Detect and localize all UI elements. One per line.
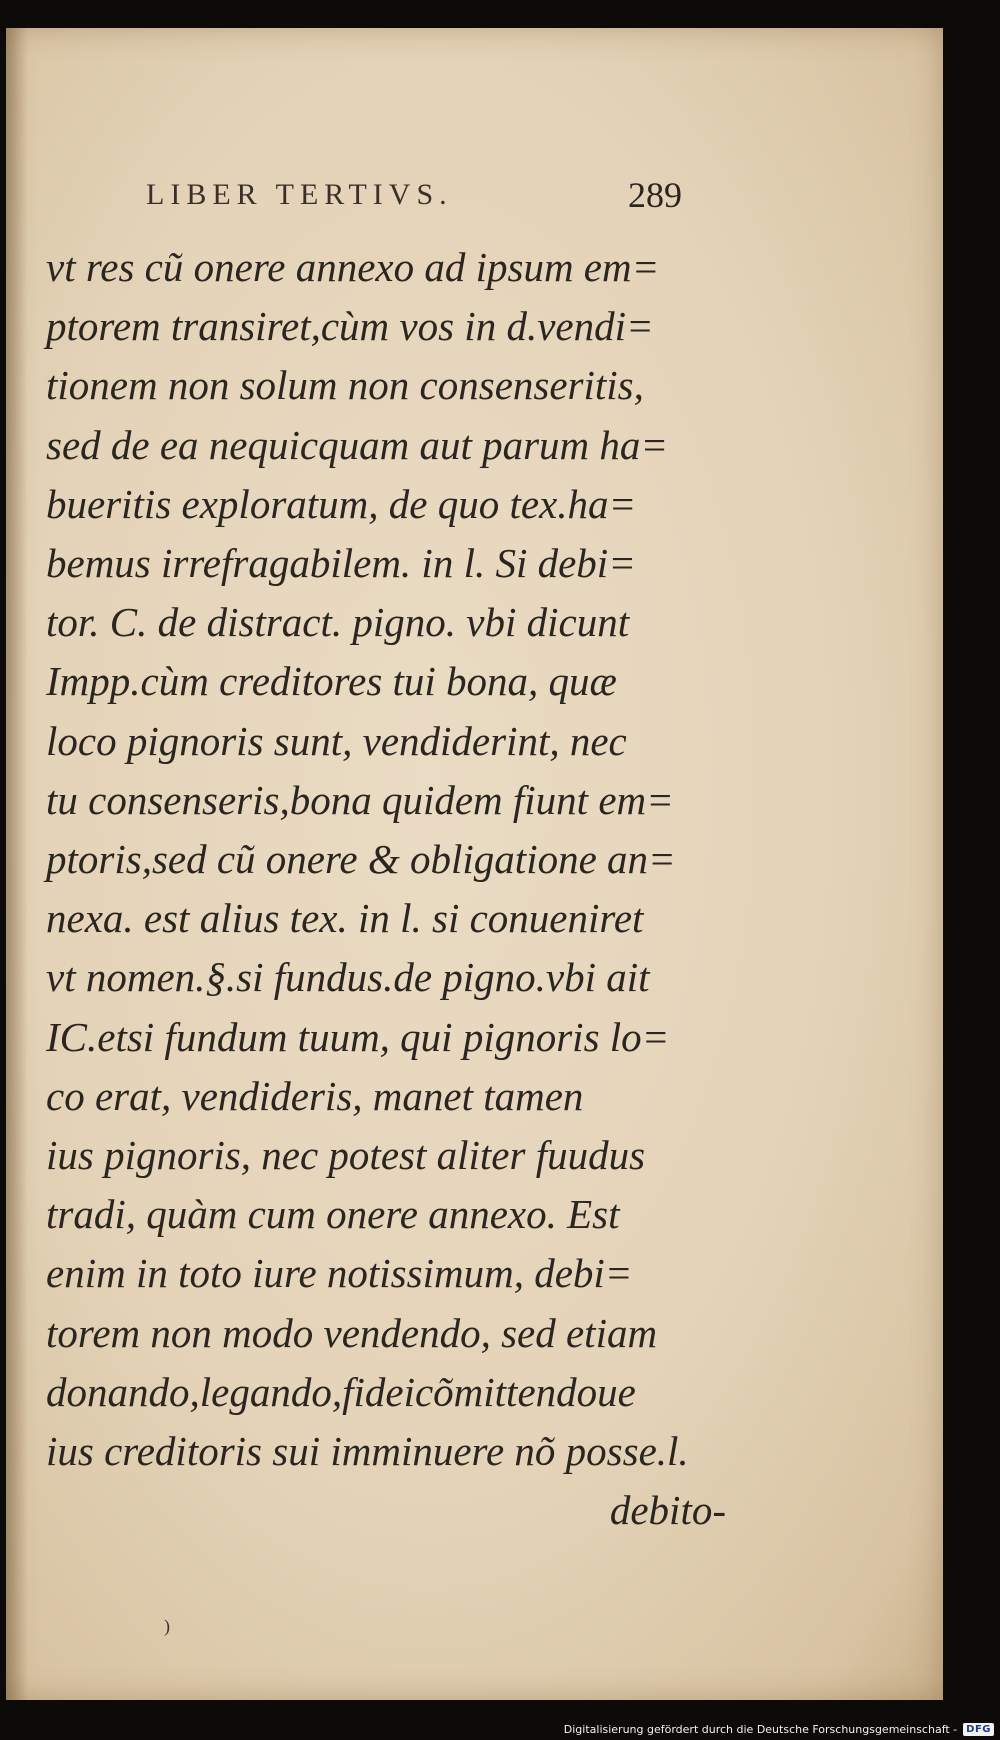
text-line: bemus irrefragabilem. in l. Si debi= [46, 540, 636, 587]
text-line: donando,legando,fideicõmittendoue [46, 1368, 636, 1415]
text-line: enim in toto iure notissimum, debi= [46, 1250, 633, 1297]
dfg-logo: DFG [963, 1723, 994, 1736]
page-number: 289 [628, 175, 682, 215]
digitization-credit [564, 1723, 994, 1736]
margin-mark: ) [164, 1616, 170, 1636]
text-line: ptoris,sed cũ onere & obligatione an= [46, 836, 676, 883]
text-line: tu consenseris,bona quidem fiunt em= [46, 776, 674, 823]
text-line: tionem non solum non consenseritis, [46, 362, 644, 409]
text-line: tradi, quàm cum onere annexo. Est [46, 1191, 620, 1238]
page-gutter-shadow [6, 28, 28, 1700]
text-line: torem non modo vendendo, sed etiam [46, 1309, 658, 1356]
text-line: loco pignoris sunt, vendiderint, nec [46, 717, 627, 764]
catchword: debito- [609, 1487, 726, 1534]
text-line: nexa. est alius tex. in l. si conueniret [46, 895, 644, 942]
text-line: vt res cũ onere annexo ad ipsum em= [46, 244, 660, 290]
text-line: tor. C. de distract. pigno. vbi dicunt [46, 599, 630, 646]
text-line: sed de ea nequicquam aut parum ha= [46, 421, 669, 468]
text-line: ius creditoris sui imminuere nõ posse.l. [46, 1428, 689, 1475]
text-line: bueritis exploratum, de quo tex.ha= [46, 480, 637, 527]
book-page [6, 28, 943, 1700]
text-line: ptorem transiret,cùm vos in d.vendi= [46, 303, 654, 350]
running-head: LIBER TERTIVS. [146, 178, 453, 211]
credit-text: Digitalisierung gefördert durch die Deutsche Forschungsgemeinschaft - [563, 1723, 958, 1736]
text-line: Impp.cùm creditores tui bona, quæ [46, 658, 617, 705]
text-line: vt nomen.§.si fundus.de pigno.vbi ait [46, 954, 650, 1001]
text-line: IC.etsi fundum tuum, qui pignoris lo= [46, 1013, 670, 1060]
body-text [46, 238, 726, 1540]
text-line: ius pignoris, nec potest aliter fuudus [46, 1132, 646, 1179]
text-line: co erat, vendideris, manet tamen [46, 1072, 584, 1119]
